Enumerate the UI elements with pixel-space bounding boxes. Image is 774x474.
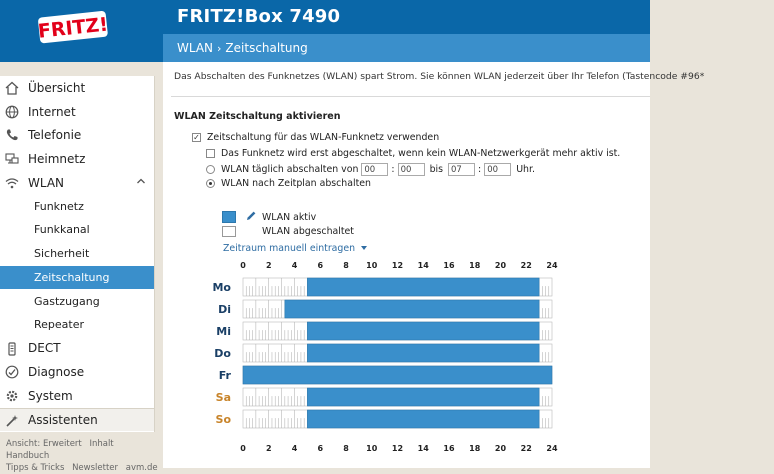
hour-tick-label-bottom: 14 [417,444,429,453]
home-icon [5,81,19,95]
enable-timer-checkbox[interactable]: ✓ [193,132,200,142]
pencil-icon[interactable] [245,210,257,222]
schedule-option[interactable] [206,178,371,189]
globe-icon [5,105,19,119]
daily-label: WLAN täglich abschalten von [221,164,359,175]
enable-timer-option[interactable] [192,132,439,143]
footer-link-content[interactable]: Inhalt [89,439,114,449]
idle-option[interactable] [206,148,620,159]
sidebar-item-label: Funkkanal [34,223,90,237]
hour-tick-label-bottom: 6 [317,444,324,453]
svg-text:FRITZ!: FRITZ! [37,13,110,43]
hour-tick-label-top: 12 [391,261,404,270]
footer-link-avm[interactable]: avm.de [125,463,158,473]
sidebar-item-label: Sicherheit [34,247,90,261]
hour-tick-label-bottom: 0 [240,444,246,453]
sidebar-item-label: DECT [28,341,61,356]
footer-link-view[interactable]: Ansicht: Erweitert [6,439,82,449]
day-label: Fr [218,369,231,382]
day-label: Mi [216,325,231,338]
hour-tick-label-bottom: 10 [366,444,378,453]
sidebar-item-heimnetz[interactable] [0,147,154,171]
main-content [163,62,705,468]
hour-tick-label-top: 2 [265,261,272,270]
hour-tick-label-top: 10 [366,261,378,270]
hour-tick-label-bottom: 16 [443,444,455,453]
sidebar-item-telefonie[interactable] [0,123,154,147]
sidebar-item-internet[interactable] [0,100,154,124]
sidebar-item-label: Gastzugang [34,294,100,308]
breadcrumb [163,34,650,62]
hour-tick-label-bottom: 4 [291,444,298,453]
divider [171,96,650,97]
hour-tick-label-top: 4 [291,261,298,270]
sidebar-item-label: Übersicht [28,80,86,95]
hour-tick-label-top: 0 [240,261,246,270]
hour-tick-label-bottom: 24 [546,444,558,453]
hour-tick-label-top: 6 [317,261,324,270]
footer-link-manual[interactable]: Handbuch [6,451,50,461]
intro-text: Das Abschalten des Funknetzes (WLAN) spart Strom. Sie können WLAN jederzeit über Ihr Telefon (Tastencode #96* [174,71,705,82]
hour-tick-label-top: 16 [443,261,455,270]
day-label: Di [218,303,231,316]
phone-icon [5,128,19,142]
enable-timer-label: Zeitschaltung für das WLAN-Funknetz verwenden [207,132,440,143]
sidebar-item-label: Heimnetz [28,151,86,166]
active-interval[interactable] [307,278,539,296]
hour-tick-label-top: 22 [520,261,532,270]
sidebar-item-label: Repeater [34,318,85,332]
hour-tick-label-bottom: 8 [343,444,349,453]
active-interval[interactable] [307,410,539,428]
idle-checkbox[interactable] [206,149,215,158]
manual-entry-link[interactable] [223,243,368,254]
section-title: WLAN Zeitschaltung aktivieren [174,111,341,122]
manual-entry-label: Zeitraum manuell eintragen [223,243,356,254]
day-label: Mo [212,281,231,294]
chevron-up-icon[interactable] [136,176,146,186]
hour-tick-label-top: 18 [469,261,481,270]
daily-from-hour-input[interactable] [361,163,388,176]
day-label: So [215,413,231,426]
footer-link-tips[interactable]: Tipps & Tricks [6,463,65,473]
daily-to-hour-input[interactable] [448,163,475,176]
daily-option[interactable]: WLAN täglich abschalten von 00 : 00 bis 07 : 00 Uhr. [206,163,535,176]
caret-down-icon [360,245,368,251]
sidebar-item-dect[interactable] [0,337,154,361]
hour-tick-label-top: 8 [343,261,349,270]
legend-active-swatch [222,211,236,223]
sidebar-item-repeater[interactable] [0,313,154,337]
wizard-icon [5,414,19,428]
hour-tick-label-bottom: 22 [520,444,532,453]
sidebar-footer [0,438,163,473]
breadcrumb-current: Zeitschaltung [225,41,308,55]
sidebar-item-label: Internet [28,104,76,119]
app-title: FRITZ!Box 7490 [177,6,341,27]
hour-tick-label-bottom: 2 [265,444,272,453]
sidebar-item-label: Zeitschaltung [34,270,110,284]
sidebar-item-assistenten[interactable] [0,408,154,432]
sidebar-item-zeitschaltung[interactable] [0,266,154,290]
breadcrumb-separator: › [217,41,222,55]
sidebar-item-sicherheit[interactable] [0,242,154,266]
daily-from-minute-input[interactable] [398,163,425,176]
active-interval[interactable] [307,388,539,406]
idle-label: Das Funknetz wird erst abgeschaltet, wenn kein WLAN-Netzwerkgerät mehr aktiv ist. [221,148,621,159]
legend-active-label: WLAN aktiv [262,212,317,223]
schedule-radio[interactable] [206,179,215,188]
legend-off-swatch [222,226,236,237]
sidebar-item-funkkanal[interactable] [0,218,154,242]
sidebar-item-system[interactable] [0,384,154,408]
breadcrumb-parent[interactable]: WLAN [177,41,214,55]
day-label: Do [214,347,231,360]
active-interval[interactable] [285,300,539,318]
schedule-chart[interactable] [163,257,650,468]
active-interval[interactable] [243,366,552,384]
logo-area [0,0,163,62]
sidebar-item-label: Assistenten [28,412,98,427]
hour-tick-label-bottom: 18 [469,444,481,453]
sidebar-item-label: Telefonie [28,128,82,143]
sidebar-item-label: Funknetz [34,199,84,213]
diagnose-icon [5,365,19,379]
sidebar-item-label: Diagnose [28,365,85,380]
gear-icon [5,389,19,403]
sidebar-item-wlan[interactable] [0,171,154,195]
sidebar-item-label: System [28,388,73,403]
daily-radio[interactable] [206,165,215,174]
hour-tick-label-top: 24 [546,261,558,270]
active-interval[interactable] [307,344,539,362]
active-interval[interactable] [307,322,539,340]
sidebar-item-gastzugang[interactable] [0,289,154,313]
network-icon [5,152,19,166]
wifi-icon [5,176,19,190]
sidebar [0,76,155,432]
sidebar-item-funknetz[interactable] [0,194,154,218]
sidebar-item-uebersicht[interactable] [0,76,154,100]
fritz-logo[interactable] [36,8,112,48]
schedule-label: WLAN nach Zeitplan abschalten [221,178,371,189]
hour-tick-label-top: 14 [417,261,429,270]
daily-unit-label: Uhr. [516,164,535,175]
hour-tick-label-top: 20 [494,261,507,270]
daily-to-minute-input[interactable] [484,163,511,176]
hour-tick-label-bottom: 20 [494,444,507,453]
dect-phone-icon [5,342,19,356]
footer-link-newsletter[interactable]: Newsletter [72,463,119,473]
sidebar-item-label: WLAN [28,175,65,190]
day-label: Sa [215,391,231,404]
legend-off-label: WLAN abgeschaltet [262,226,354,237]
sidebar-item-diagnose[interactable] [0,360,154,384]
daily-bis-label: bis [429,164,444,175]
hour-tick-label-bottom: 12 [391,444,404,453]
